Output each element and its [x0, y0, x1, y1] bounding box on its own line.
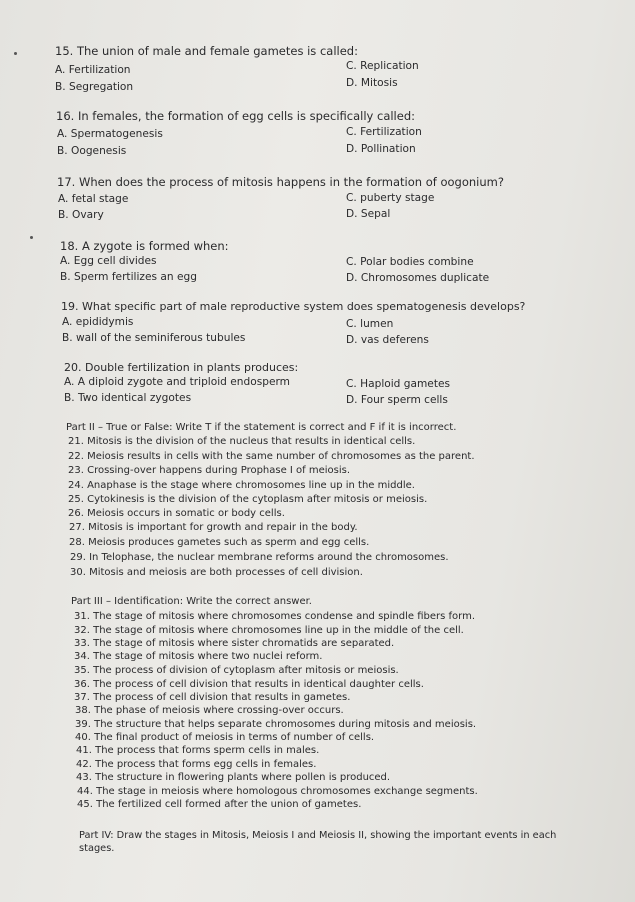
question-20-option-d: D. Four sperm cells [346, 394, 448, 406]
part-3-item: 42. The process that forms egg cells in females. [76, 759, 317, 770]
part-3-item: 40. The final product of meiosis in terms of number of cells. [75, 732, 375, 743]
paper-speck [14, 52, 17, 55]
paper-speck [30, 236, 33, 239]
question-20-option-a: A. A diploid zygote and triploid endosperm [64, 376, 290, 388]
part-3-item: 39. The structure that helps separate chromosomes during mitosis and meiosis. [75, 719, 477, 730]
question-17-stem: 17. When does the process of mitosis happens in the formation of oogonium? [57, 175, 504, 189]
question-17-option-a: A. fetal stage [58, 193, 129, 205]
question-17-option-b: B. Ovary [58, 209, 104, 221]
part-3-item: 36. The process of cell division that results in identical daughter cells. [74, 679, 424, 690]
part-3-item: 37. The process of cell division that results in gametes. [74, 692, 351, 703]
part-3-item: 41. The process that forms sperm cells in males. [76, 745, 320, 756]
part-2-item: 23. Crossing-over happens during Prophase I of meiosis. [68, 465, 351, 476]
part-2-item: 27. Mitosis is important for growth and repair in the body. [69, 522, 358, 533]
part-2-item: 22. Meiosis results in cells with the same number of chromosomes as the parent. [68, 451, 475, 462]
question-15-stem: 15. The union of male and female gametes is called: [55, 44, 358, 58]
part-3-item: 43. The structure in flowering plants where pollen is produced. [76, 772, 391, 783]
question-18-option-a: A. Egg cell divides [60, 255, 157, 267]
question-18-option-b: B. Sperm fertilizes an egg [60, 271, 197, 283]
part-2-item: 25. Cytokinesis is the division of the cytoplasm after mitosis or meiosis. [68, 494, 428, 505]
part-4-instruction: Part IV: Draw the stages in Mitosis, Meiosis I and Meiosis II, showing the important events in each [79, 830, 557, 841]
part-4-instruction-continued: stages. [79, 843, 115, 854]
part-3-item: 34. The stage of mitosis where two nuclei reform. [74, 651, 323, 662]
part-2-item: 24. Anaphase is the stage where chromosomes line up in the middle. [68, 480, 415, 491]
question-19-option-c: C. lumen [346, 318, 394, 330]
question-17-option-d: D. Sepal [346, 208, 391, 220]
part-2-item: 26. Meiosis occurs in somatic or body cells. [68, 508, 285, 519]
part-3-item: 38. The phase of meiosis where crossing-over occurs. [75, 705, 344, 716]
question-16-option-b: B. Oogenesis [57, 145, 127, 157]
question-20-stem: 20. Double fertilization in plants produces: [64, 361, 299, 374]
question-18-option-c: C. Polar bodies combine [346, 256, 474, 268]
part-2-item: 28. Meiosis produces gametes such as sperm and egg cells. [69, 537, 370, 548]
question-15-option-a: A. Fertilization [55, 64, 131, 76]
question-19-option-b: B. wall of the seminiferous tubules [62, 332, 246, 344]
question-17-option-c: C. puberty stage [346, 192, 435, 204]
question-16-option-a: A. Spermatogenesis [57, 128, 163, 140]
part-3-header: Part III – Identification: Write the correct answer. [71, 596, 312, 607]
question-19-stem: 19. What specific part of male reproductive system does spematogenesis develops? [61, 300, 526, 313]
part-2-item: 21. Mitosis is the division of the nucleus that results in identical cells. [68, 436, 416, 447]
question-15-option-c: C. Replication [346, 60, 419, 72]
part-3-item: 44. The stage in meiosis where homologous chromosomes exchange segments. [77, 786, 478, 797]
part-3-item: 31. The stage of mitosis where chromosomes condense and spindle fibers form. [74, 611, 476, 622]
part-3-item: 35. The process of division of cytoplasm after mitosis or meiosis. [74, 665, 399, 676]
part-2-item: 30. Mitosis and meiosis are both processes of cell division. [70, 567, 363, 578]
question-19-option-a: A. epididymis [62, 316, 134, 328]
question-16-option-c: C. Fertilization [346, 126, 422, 138]
question-16-option-d: D. Pollination [346, 143, 416, 155]
part-3-item: 32. The stage of mitosis where chromosomes line up in the middle of the cell. [74, 625, 464, 636]
question-19-option-d: D. vas deferens [346, 334, 429, 346]
question-20-option-b: B. Two identical zygotes [64, 392, 192, 404]
question-18-stem: 18. A zygote is formed when: [60, 239, 229, 253]
part-2-header: Part II – True or False: Write T if the statement is correct and F if it is incorrect. [66, 422, 457, 433]
question-15-option-d: D. Mitosis [346, 77, 398, 89]
question-18-option-d: D. Chromosomes duplicate [346, 272, 490, 284]
part-3-item: 45. The fertilized cell formed after the union of gametes. [77, 799, 362, 810]
question-15-option-b: B. Segregation [55, 81, 134, 93]
question-16-stem: 16. In females, the formation of egg cells is specifically called: [56, 109, 416, 123]
part-3-item: 33. The stage of mitosis where sister chromatids are separated. [74, 638, 395, 649]
part-2-item: 29. In Telophase, the nuclear membrane reforms around the chromosomes. [70, 552, 449, 563]
question-20-option-c: C. Haploid gametes [346, 378, 451, 390]
